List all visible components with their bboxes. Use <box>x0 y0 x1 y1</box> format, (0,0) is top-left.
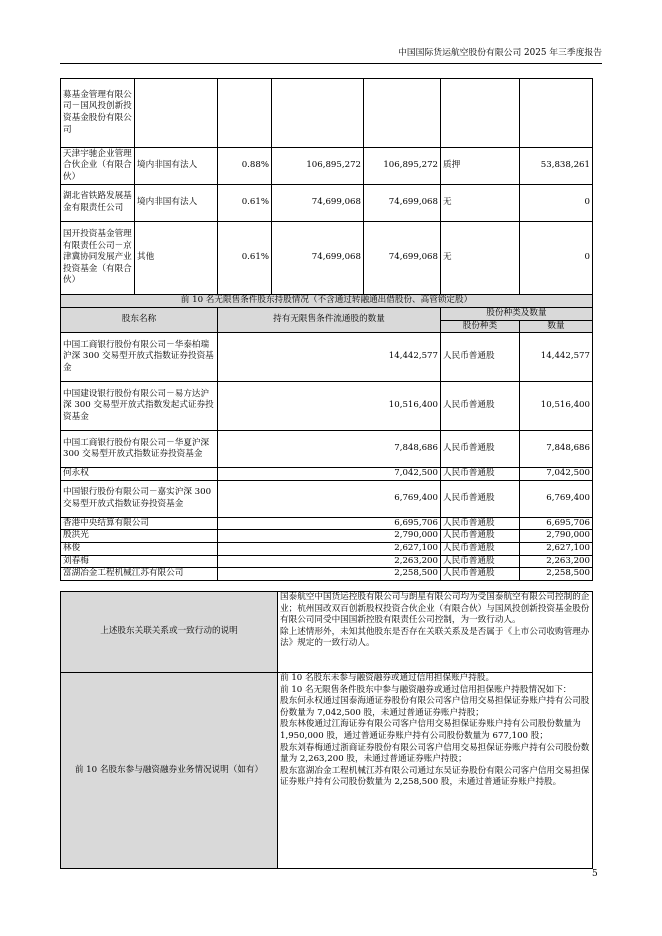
holder-restricted: 74,699,068 <box>364 185 441 222</box>
share-type: 人民币普通股 <box>441 555 520 568</box>
margin-trading-content <box>278 673 593 869</box>
margin-trading-line: 股东何永权通过国泰海通证券股份有限公司客户信用交易担保证券账户持有公司股份数量为 7,042,500 股，未通过普通证券账户持股； <box>280 696 590 718</box>
holder-name: 中国建设银行股份有限公司－易方达沪深 300 交易型开放式指数发起式证券投资基金 <box>61 382 218 431</box>
holder-pledge-status: 无 <box>441 222 520 295</box>
holder-shares: 106,895,272 <box>272 148 364 185</box>
holder-name: 中国工商银行股份有限公司－华泰柏瑞沪深 300 交易型开放式指数证券投资基金 <box>61 333 218 382</box>
holder-pct: 0.61% <box>218 222 272 295</box>
holder-name: 湖北省铁路发展基金有限责任公司 <box>61 185 135 222</box>
holder-nature <box>135 79 218 148</box>
holder-qty: 2,627,100 <box>218 542 441 555</box>
holder-qty: 2,258,500 <box>218 568 441 581</box>
holder-shares <box>272 79 364 148</box>
holder-name: 国开投资基金管理有限责任公司－京津冀协同发展产业投资基金（有限合伙） <box>61 222 135 295</box>
table-row <box>61 517 593 530</box>
share-type: 人民币普通股 <box>441 480 520 517</box>
notes-table <box>60 591 593 869</box>
section-title-row <box>61 295 593 308</box>
relationship-row <box>61 592 593 673</box>
holder-qty: 2,790,000 <box>218 530 441 543</box>
holder-pledge-status <box>441 79 520 148</box>
relationship-label: 上述股东关联关系或一致行动的说明 <box>61 592 278 673</box>
share-count: 7,848,686 <box>520 431 593 468</box>
table-row <box>61 480 593 517</box>
share-type: 人民币普通股 <box>441 517 520 530</box>
holder-qty: 14,442,577 <box>218 333 441 382</box>
share-count: 2,258,500 <box>520 568 593 581</box>
holder-pledge-status: 质押 <box>441 148 520 185</box>
top-holder-row <box>61 79 593 148</box>
holder-name: 募基金管理有限公司－国风投创新投资基金股份有限公司 <box>61 79 135 148</box>
holder-qty: 6,769,400 <box>218 480 441 517</box>
margin-trading-label: 前 10 名股东参与融资融券业务情况说明（如有） <box>61 673 278 869</box>
share-count: 6,695,706 <box>520 517 593 530</box>
table-row <box>61 468 593 481</box>
share-count: 2,627,100 <box>520 542 593 555</box>
holder-shares: 74,699,068 <box>272 185 364 222</box>
holder-name: 中国银行股份有限公司－嘉实沪深 300 交易型开放式指数证券投资基金 <box>61 480 218 517</box>
holder-pledge-status: 无 <box>441 185 520 222</box>
table-row <box>61 333 593 382</box>
holder-name: 天津宇驰企业管理合伙企业（有限合伙） <box>61 148 135 185</box>
share-type: 人民币普通股 <box>441 382 520 431</box>
margin-trading-line: 股东富湖冶金工程机械江苏有限公司通过东吴证券股份有限公司客户信用交易担保证券账户持有公司股份数量为 2,258,500 股，未通过普通证券账户持股。 <box>280 765 590 788</box>
holder-qty: 6,695,706 <box>218 517 441 530</box>
col-header-name: 股东名称 <box>61 308 218 333</box>
holder-name: 殷洪光 <box>61 530 218 543</box>
header-divider <box>60 63 602 64</box>
margin-trading-row <box>61 673 593 869</box>
relationship-paragraph: 除上述情形外，未知其他股东是否存在关联关系及是否属于《上市公司收购管理办法》规定的一致行动人。 <box>280 626 590 649</box>
top-holder-row <box>61 148 593 185</box>
table-row <box>61 431 593 468</box>
holder-nature: 境内非国有法人 <box>135 185 218 222</box>
holder-name: 富湖冶金工程机械江苏有限公司 <box>61 568 218 581</box>
holder-pledge-qty: 53,838,261 <box>520 148 593 185</box>
holder-qty: 7,042,500 <box>218 468 441 481</box>
margin-trading-line: 股东林俊通过江海证券有限公司客户信用交易担保证券账户持有公司股份数量为 1,950,000 股，通过普通证券账户持有公司股份数量为 677,100 股； <box>280 719 581 741</box>
holder-qty: 2,263,200 <box>218 555 441 568</box>
share-count: 7,042,500 <box>520 468 593 481</box>
table-row <box>61 382 593 431</box>
holder-pledge-qty <box>520 79 593 148</box>
holder-pledge-qty: 0 <box>520 222 593 295</box>
margin-trading-line: 前 10 名无限售条件股东中参与融资融券或通过信用担保账户持股情况如下： <box>280 684 572 695</box>
col-header-type: 股份种类 <box>441 320 520 333</box>
share-count: 10,516,400 <box>520 382 593 431</box>
page-number: 5 <box>592 869 598 879</box>
holder-qty: 7,848,686 <box>218 431 441 468</box>
holder-name: 香港中央结算有限公司 <box>61 517 218 530</box>
holder-shares: 74,699,068 <box>272 222 364 295</box>
column-header-row <box>61 308 593 321</box>
holder-restricted: 106,895,272 <box>364 148 441 185</box>
holder-pct <box>218 79 272 148</box>
holder-qty: 10,516,400 <box>218 382 441 431</box>
top-holder-row <box>61 185 593 222</box>
share-count: 2,790,000 <box>520 530 593 543</box>
share-type: 人民币普通股 <box>441 568 520 581</box>
holder-restricted: 74,699,068 <box>364 222 441 295</box>
share-count: 6,769,400 <box>520 480 593 517</box>
holder-pledge-qty: 0 <box>520 185 593 222</box>
share-count: 14,442,577 <box>520 333 593 382</box>
top-holder-row <box>61 222 593 295</box>
unrestricted-section-title: 前 10 名无限售条件股东持股情况（不含通过转融通出借股份、高管锁定股） <box>61 295 593 308</box>
margin-trading-line: 股东刘春梅通过浙商证券股份有限公司客户信用交易担保证券账户持有公司股份数量为 2,263,200 股，未通过普通证券账户持股； <box>280 742 590 765</box>
table-row <box>61 542 593 555</box>
holder-name: 何永权 <box>61 468 218 481</box>
shareholder-table <box>60 78 593 581</box>
holder-pct: 0.88% <box>218 148 272 185</box>
share-type: 人民币普通股 <box>441 468 520 481</box>
holder-restricted <box>364 79 441 148</box>
holder-name: 刘春梅 <box>61 555 218 568</box>
relationship-paragraph: 国泰航空中国货运控股有限公司与朗星有限公司均为受国泰航空有限公司控制的企业；杭州国改双百创新股权投资合伙企业（有限合伙）与国风投创新投资基金股份有限公司同受中国国新控股有限责任公司控制，为一致行动人。 <box>280 592 590 626</box>
report-header: 中国国际货运航空股份有限公司 2025 年三季度报告 <box>398 48 602 58</box>
share-count: 2,263,200 <box>520 555 593 568</box>
holder-name: 中国工商银行股份有限公司－华夏沪深 300 交易型开放式指数证券投资基金 <box>61 431 218 468</box>
margin-trading-line: 前 10 名股东未参与融资融券或通过信用担保账户持股。 <box>280 673 495 683</box>
holder-nature: 境内非国有法人 <box>135 148 218 185</box>
share-type: 人民币普通股 <box>441 542 520 555</box>
holder-name: 林俊 <box>61 542 218 555</box>
table-row <box>61 530 593 543</box>
share-type: 人民币普通股 <box>441 530 520 543</box>
col-header-qty: 持有无限售条件流通股的数量 <box>218 308 441 333</box>
holder-pct: 0.61% <box>218 185 272 222</box>
col-header-type-group: 股份种类及数量 <box>441 308 593 321</box>
holder-nature: 其他 <box>135 222 218 295</box>
col-header-count: 数量 <box>520 320 593 333</box>
share-type: 人民币普通股 <box>441 431 520 468</box>
table-row <box>61 568 593 581</box>
relationship-content <box>278 592 593 673</box>
share-type: 人民币普通股 <box>441 333 520 382</box>
table-row <box>61 555 593 568</box>
